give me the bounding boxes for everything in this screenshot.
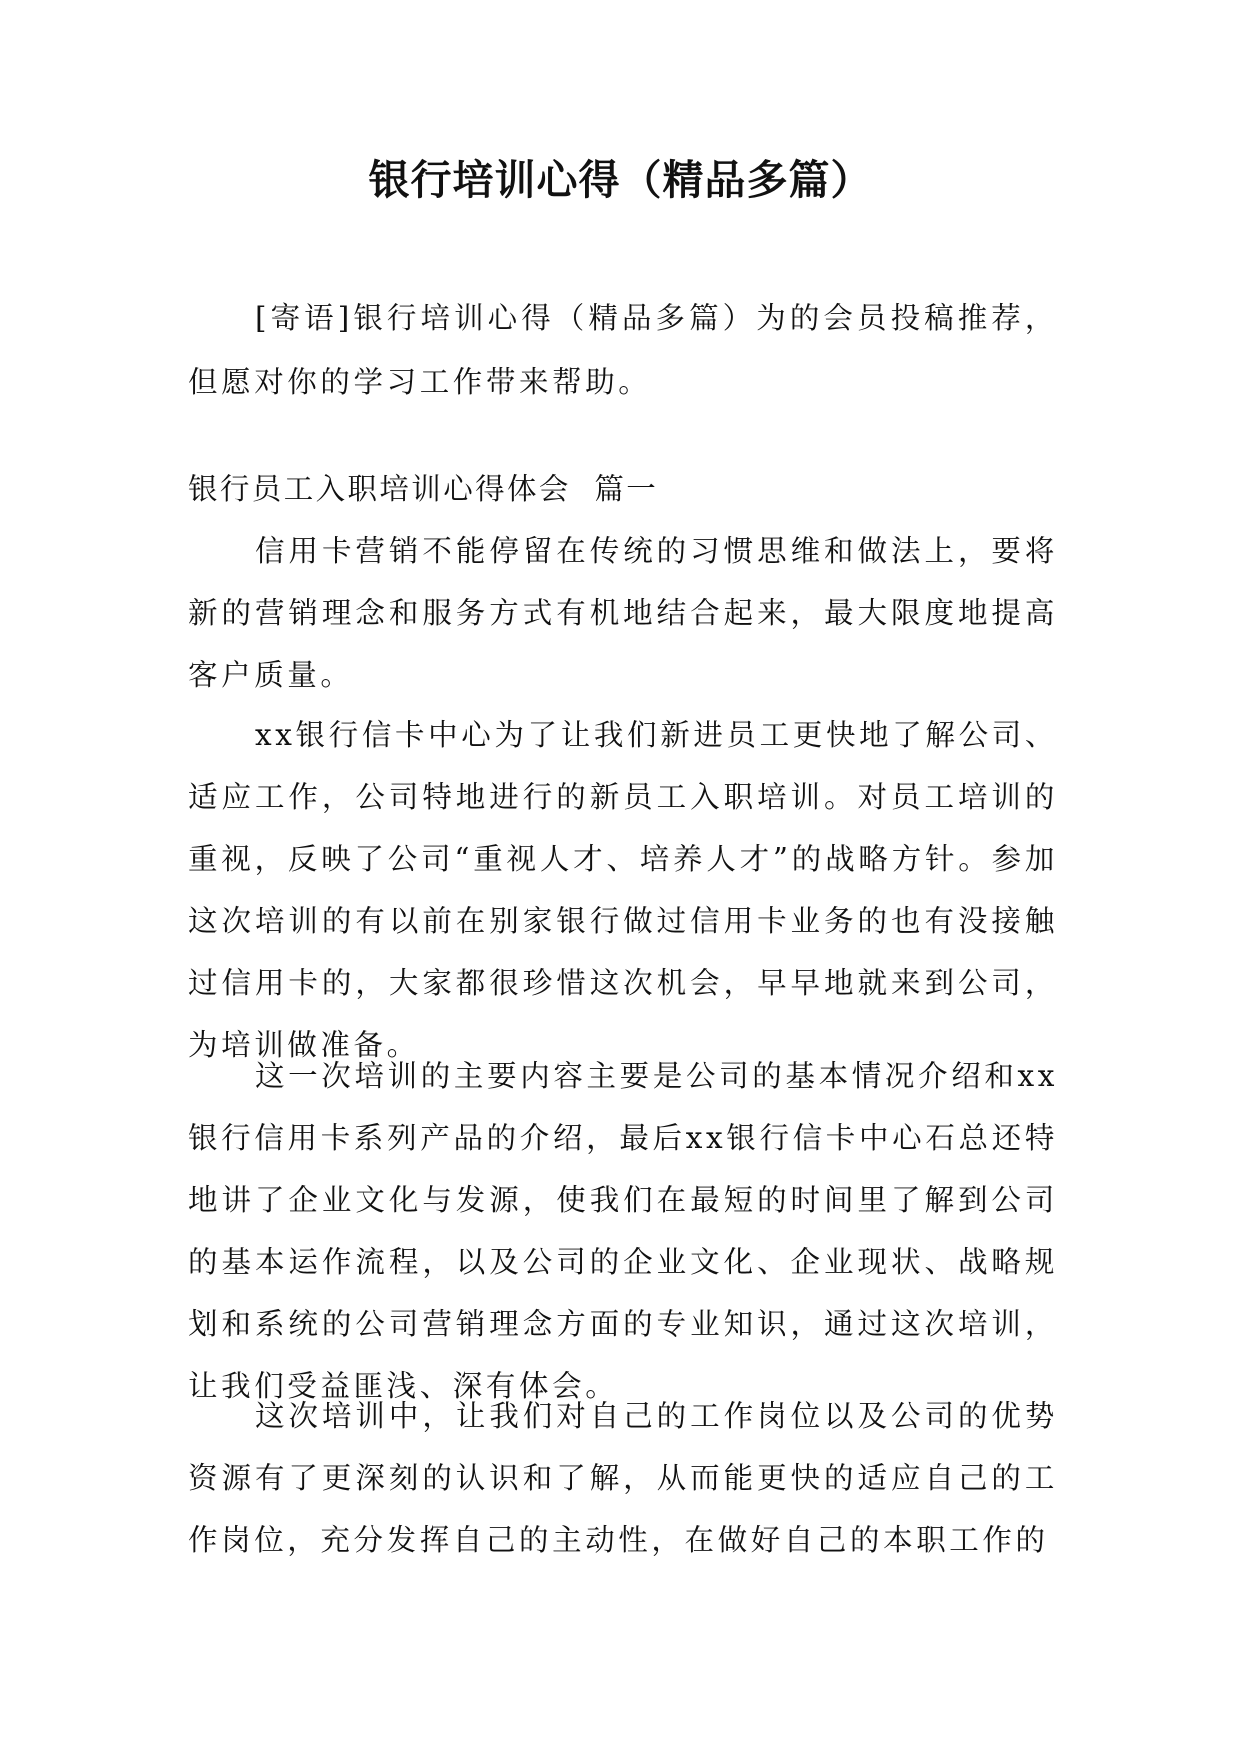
body-paragraph-3: 这一次培训的主要内容主要是公司的基本情况介绍和xx银行信用卡系列产品的介绍，最后xx银行信卡中心石总还特地讲了企业文化与发源，使我们在最短的时间里了解到公司的基本运作流程，以及公司的企业文化、企业现状、战略规划和系统的公司营销理念方面的专业知识，通过这次培训，让我们受益匪浅、深有体会。 xyxy=(188,1059,1058,1403)
intro-paragraph: [寄语]银行培训心得（精品多篇）为的会员投稿推荐，但愿对你的学习工作带来帮助。 xyxy=(188,301,1058,399)
section-heading: 银行员工入职培训心得体会 篇一 xyxy=(188,472,659,506)
body-paragraph-1: 信用卡营销不能停留在传统的习惯思维和做法上，要将新的营销理念和服务方式有机地结合起来，最大限度地提高客户质量。 xyxy=(188,534,1058,692)
document-title: 银行培训心得（精品多篇） xyxy=(368,156,873,204)
body-paragraph-2: xx银行信卡中心为了让我们新进员工更快地了解公司、适应工作，公司特地进行的新员工入职培训。对员工培训的重视，反映了公司“重视人才、培养人才”的战略方针。参加这次培训的有以前在别家银行做过信用卡业务的也有没接触过信用卡的，大家都很珍惜这次机会，早早地就来到公司，为培训做准备。 xyxy=(188,718,1058,1062)
body-paragraph-4: 这次培训中，让我们对自己的工作岗位以及公司的优势资源有了更深刻的认识和了解，从而能更快的适应自己的工作岗位，充分发挥自己的主动性，在做好自己的本职工作的 xyxy=(188,1399,1058,1557)
